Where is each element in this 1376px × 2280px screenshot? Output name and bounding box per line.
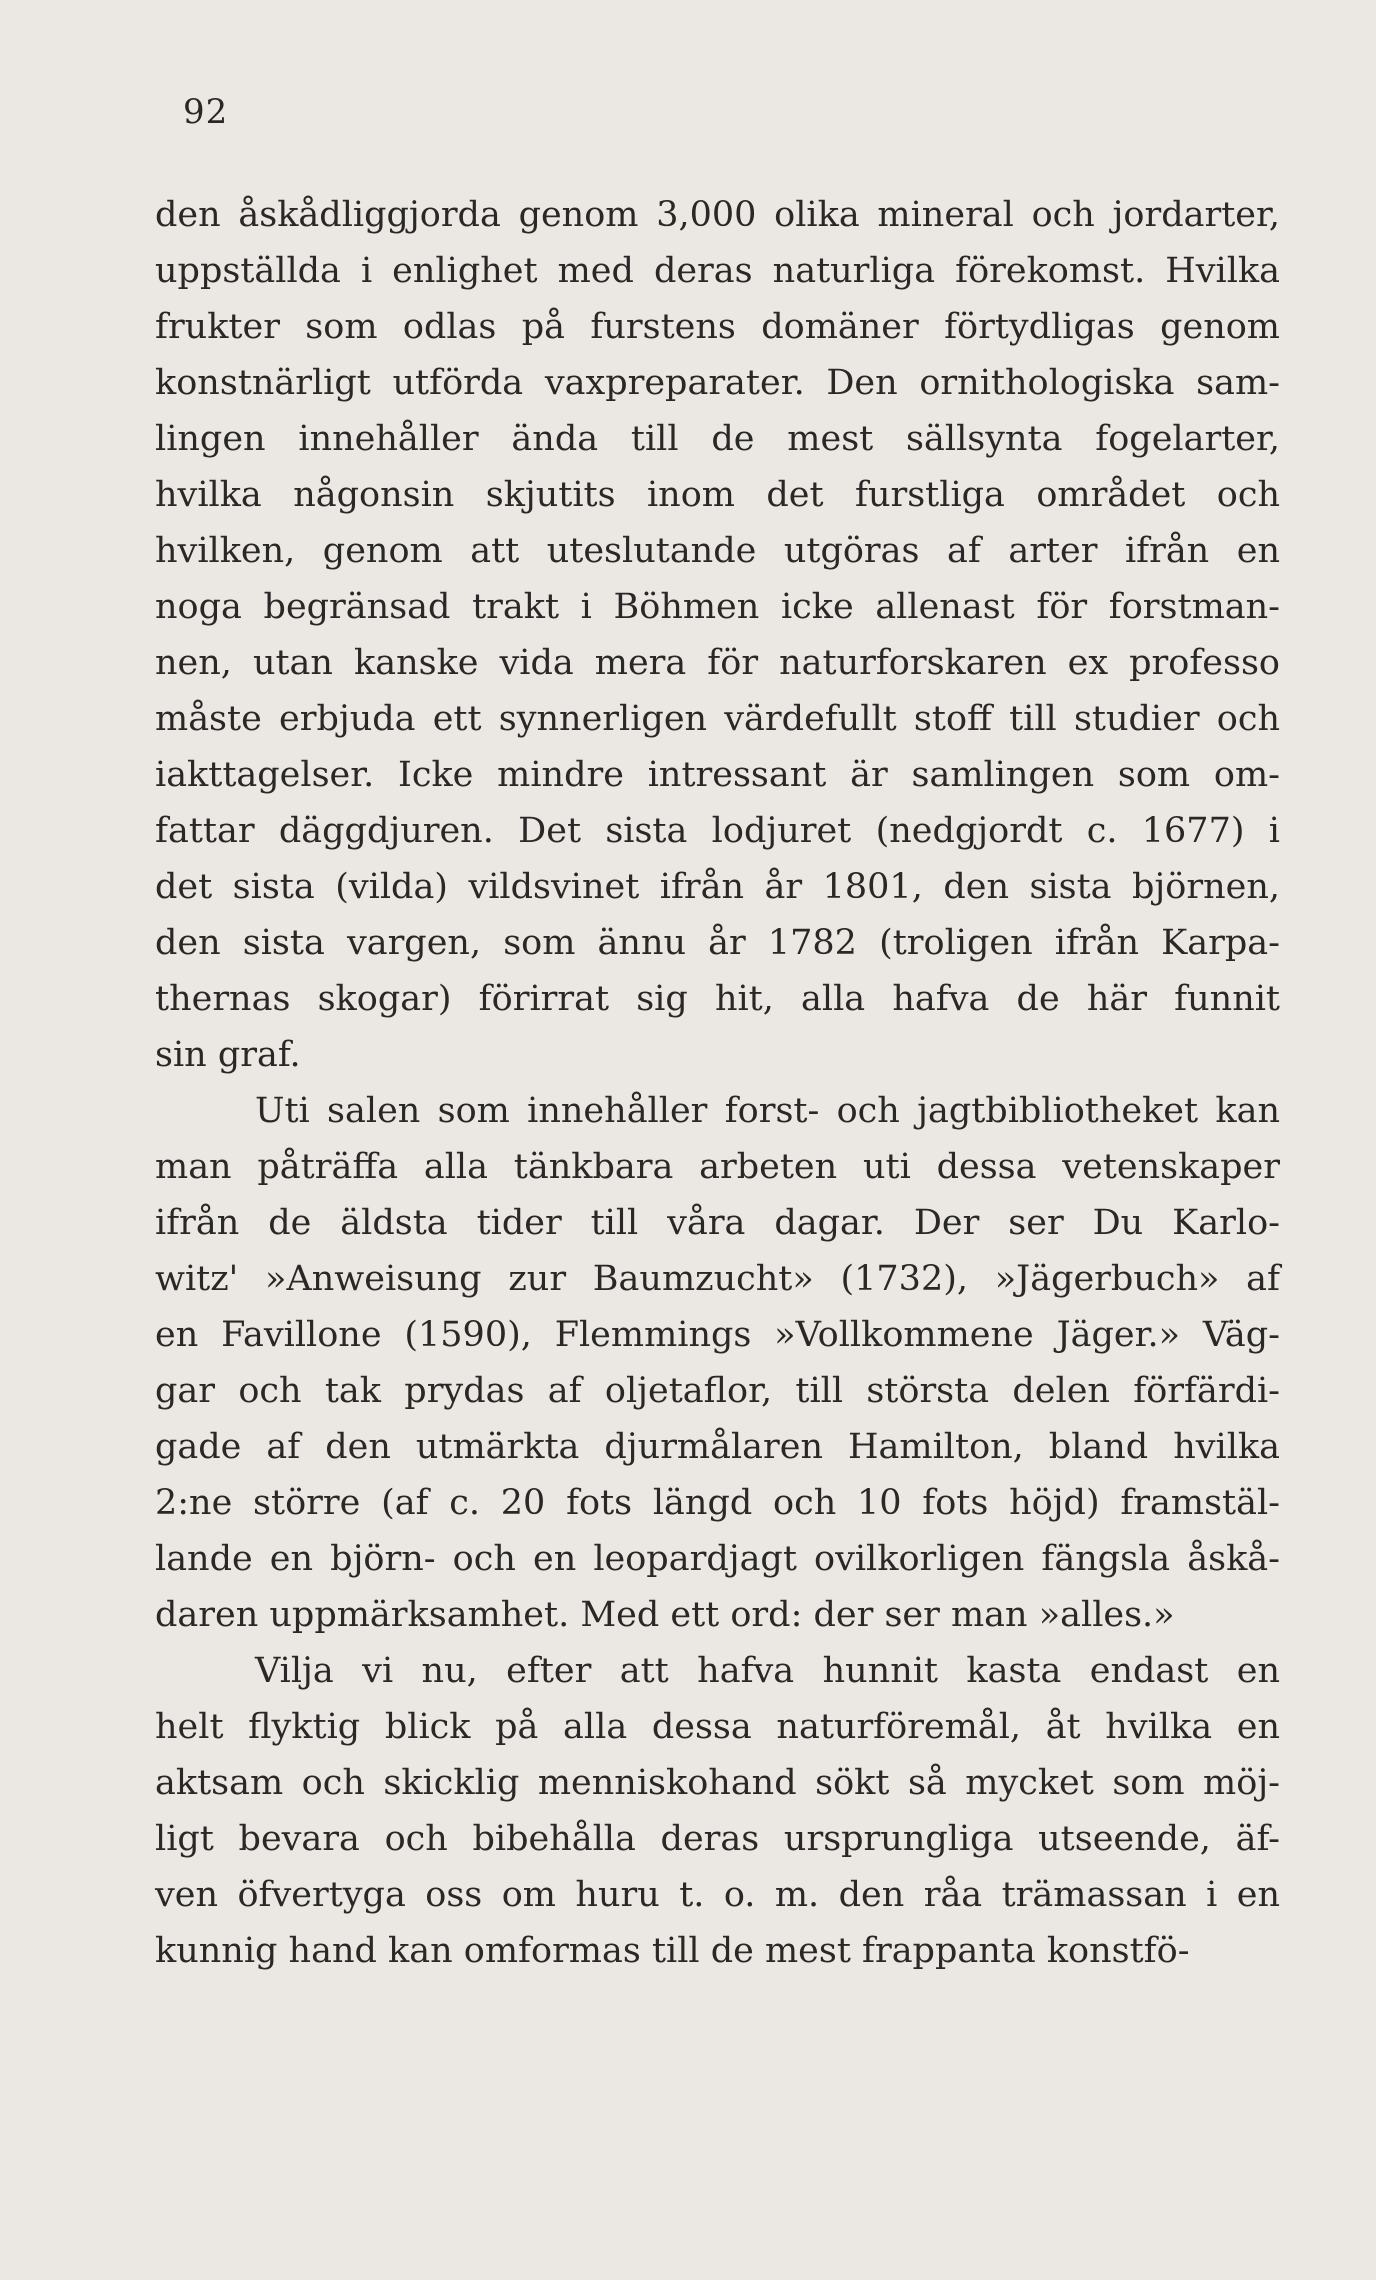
paragraph [155,1083,1280,1643]
text-line: gade af den utmärkta djurmålaren Hamilton, bland hvilka [155,1427,1280,1467]
text-line: witz' »Anweisung zur Baumzucht» (1732), »Jägerbuch» af [155,1259,1280,1299]
text-line: thernas skogar) förirrat sig hit, alla hafva de här funnit [155,979,1280,1019]
text-line: den åskådliggjorda genom 3,000 olika mineral och jordarter, [155,195,1280,235]
text-line: 2:ne större (af c. 20 fots längd och 10 fots höjd) framstäl- [155,1483,1280,1523]
text-line: gar och tak prydas af oljetaflor, till största delen förfärdi- [155,1371,1280,1411]
paragraph [155,1643,1280,1979]
text-line: den sista vargen, som ännu år 1782 (troligen ifrån Karpa- [155,923,1280,963]
text-line: daren uppmärksamhet. Med ett ord: der ser man »alles.» [155,1595,1175,1635]
text-line: uppställda i enlighet med deras naturliga förekomst. Hvilka [155,251,1280,291]
text-line: sin graf. [155,1035,301,1075]
paragraph [155,187,1280,1083]
text-line: lande en björn- och en leopardjagt ovilkorligen fängsla åskå- [155,1539,1280,1579]
text-line: iakttagelser. Icke mindre intressant är samlingen som om- [155,755,1280,795]
text-line: en Favillone (1590), Flemmings »Vollkommene Jäger.» Väg- [155,1315,1280,1355]
text-line: ven öfvertyga oss om huru t. o. m. den råa trämassan i en [155,1875,1280,1915]
body-text [155,187,1280,1979]
text-line: ifrån de äldsta tider till våra dagar. Der ser Du Karlo- [155,1203,1280,1243]
text-line: det sista (vilda) vildsvinet ifrån år 1801, den sista björnen, [155,867,1280,907]
text-line: kunnig hand kan omformas till de mest frappanta konstfö- [155,1931,1190,1971]
text-line: man påträffa alla tänkbara arbeten uti dessa vetenskaper [155,1147,1280,1187]
text-line: måste erbjuda ett synnerligen värdefullt stoff till studier och [155,699,1280,739]
text-line: hvilken, genom att uteslutande utgöras af arter ifrån en [155,531,1280,571]
text-line: lingen innehåller ända till de mest sällsynta fogelarter, [155,419,1280,459]
text-line: nen, utan kanske vida mera för naturforskaren ex professo [155,643,1280,683]
text-line: Uti salen som innehåller forst- och jagtbibliotheket kan [255,1091,1280,1131]
text-line: aktsam och skicklig menniskohand sökt så mycket som möj- [155,1763,1280,1803]
text-line: konstnärligt utförda vaxpreparater. Den ornithologiska sam- [155,363,1280,403]
text-line: hvilka någonsin skjutits inom det furstliga området och [155,475,1280,515]
text-line: frukter som odlas på furstens domäner förtydligas genom [155,307,1280,347]
text-line: Vilja vi nu, efter att hafva hunnit kasta endast en [255,1651,1280,1691]
text-line: ligt bevara och bibehålla deras ursprungliga utseende, äf- [155,1819,1280,1859]
page-number: 92 [183,92,229,132]
text-line: helt flyktig blick på alla dessa naturföremål, åt hvilka en [155,1707,1280,1747]
text-line: noga begränsad trakt i Böhmen icke allenast för forstman- [155,587,1280,627]
text-line: fattar däggdjuren. Det sista lodjuret (nedgjordt c. 1677) i [155,811,1280,851]
